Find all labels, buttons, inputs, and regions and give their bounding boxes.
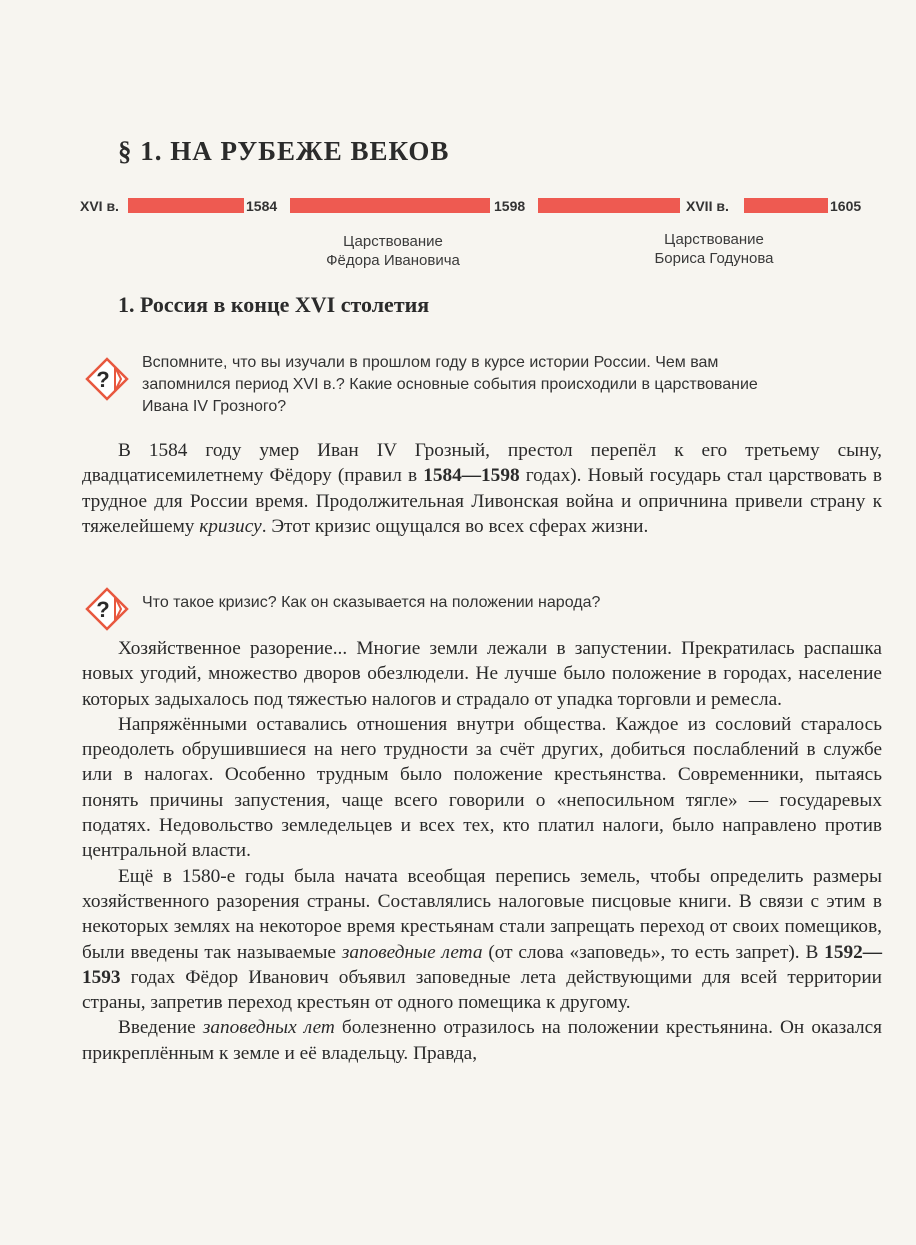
- para5-term: заповедных лет: [202, 1017, 335, 1039]
- timeline-bar-3: [538, 198, 680, 213]
- para4-term: заповедные лета: [341, 941, 483, 963]
- question-text-2: Что такое кризис? Как он сказывается на положении народа?: [142, 594, 601, 611]
- question-text-1: [142, 352, 902, 418]
- paragraph-5: [82, 1015, 882, 1066]
- caption-line: Фёдора Ивановича: [326, 252, 460, 269]
- timeline-label-xvii: XVII в.: [686, 198, 729, 214]
- para1-years: 1584—1598: [423, 465, 520, 487]
- question-line: Вспомните, что вы изучали в прошлом году в курсе истории России. Чем вам: [142, 354, 719, 371]
- subsection-title: 1. Россия в конце XVI столетия: [118, 292, 430, 317]
- question-diamond-icon: [84, 356, 130, 402]
- timeline-bar-2: [290, 198, 490, 213]
- question-block-2: [84, 588, 884, 634]
- para1-text-c: . Этот кризис ощущался во всех сферах жизни.: [261, 515, 649, 537]
- question-line: Ивана IV Грозного?: [142, 398, 287, 415]
- para5-text-a: Введение: [118, 1017, 203, 1039]
- timeline-caption-fedor: [300, 232, 486, 270]
- para1-term: кризису: [199, 515, 262, 537]
- para5-text-b: болезненно отразилось на положении крестьянина. Он оказался прикреплённым к земле и её владельцу. Правда,: [82, 1017, 882, 1064]
- paragraph-4: [82, 864, 882, 1016]
- para1-text-b: годах). Новый государь стал царствовать в трудное для России время. Продолжительная Ливонская война и опричнина привели страну к тяжелейшему: [82, 465, 883, 537]
- body-paragraphs: [82, 636, 882, 1066]
- paragraph-2: Хозяйственное разорение... Многие земли лежали в запустении. Прекратилась распашка новых угодий, множество дворов обезлюдели. Не лучше было положение в городах, население которых задыхалось под тяжестью налогов и страдало от упадка торговли и ремесла.: [82, 638, 882, 710]
- question-diamond-icon: [84, 586, 130, 632]
- timeline-label-1584: 1584: [246, 198, 278, 214]
- section-title: § 1. НА РУБЕЖЕ ВЕКОВ: [118, 136, 450, 166]
- timeline-caption-boris: [626, 230, 802, 268]
- caption-line: Царствование: [343, 233, 443, 250]
- para1-text-a: В 1584 году умер Иван IV Грозный, престол перепёл к его третьему сыну, двадцатисемилетнему Фёдору (правил в: [82, 440, 882, 487]
- caption-line: Царствование: [664, 231, 764, 248]
- para4-years: 1592—1593: [82, 941, 883, 988]
- timeline-bar-1: [128, 198, 244, 213]
- timeline-label-xvi: XVI в.: [80, 198, 119, 214]
- question-block-1: [84, 352, 884, 422]
- svg-text:?: ?: [96, 597, 110, 622]
- para4-text-a: Ещё в 1580-е годы была начата всеобщая перепись земель, чтобы определить размеры хозяйственного разорения страны. Составлялись налоговые писцовые книги. В связи с этим в некоторых землях на некоторое время крестьянам стали запрещать переход от своих помещиков, были введены так называемые: [82, 865, 882, 963]
- timeline-label-1598: 1598: [494, 198, 526, 214]
- question-line: запомнился период XVI в.? Какие основные события происходили в царствование: [142, 376, 758, 393]
- para4-text-b: (от слова «заповедь», то есть запрет). В: [482, 941, 825, 963]
- svg-text:?: ?: [96, 367, 110, 392]
- paragraph-3: Напряжёнными оставались отношения внутри общества. Каждое из сословий старалось преодолеть обрушившиеся на него трудности за счёт других, добиться послаблений в службе или в налогах. Особенно трудным было положение крестьянства. Современники, пытаясь понять причины запустения, чаще всего говорили о «непосильном тягле» — государевых податях. Недовольство земледельцев и всех тех, кто платил налоги, было направлено против центральной власти.: [82, 713, 882, 862]
- timeline-bar-4: [744, 198, 828, 213]
- paragraph-1: [82, 438, 882, 539]
- caption-line: Бориса Годунова: [654, 250, 774, 267]
- para4-text-c: годах Фёдор Иванович объявил заповедные лета действующими для всей территории страны, запретив переход крестьян от одного помещика к другому.: [82, 966, 882, 1014]
- timeline-label-1605: 1605: [830, 198, 862, 214]
- timeline: [0, 0, 916, 280]
